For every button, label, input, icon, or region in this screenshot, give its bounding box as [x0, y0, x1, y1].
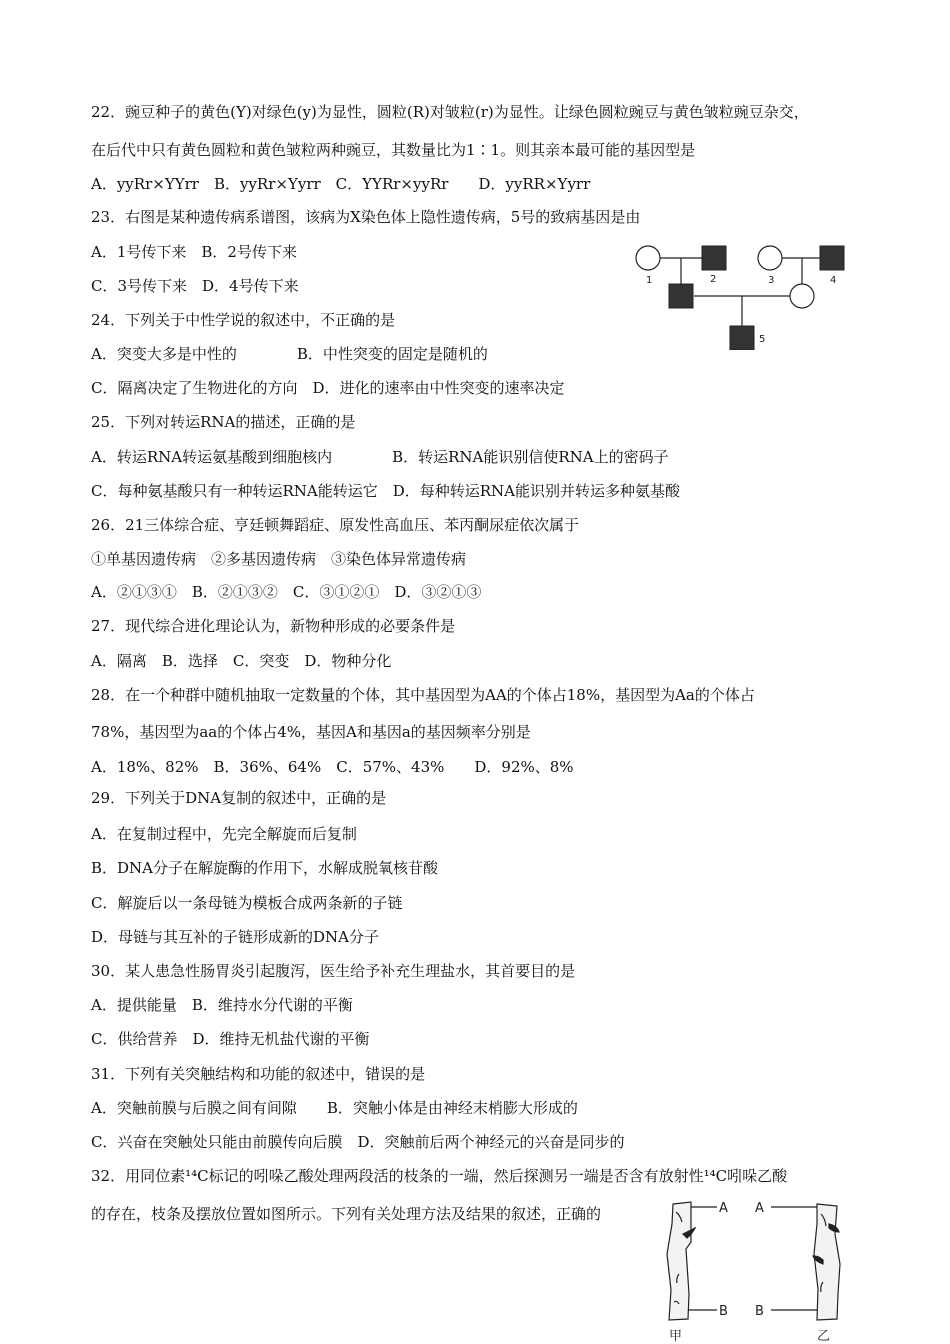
pedigree-individual-2	[702, 246, 726, 270]
text-line: 23．右图是某种遗传病系谱图，该病为X染色体上隐性遗传病，5号的致病基因是由	[91, 208, 641, 226]
text-line: A．提供能量 B．维持水分代谢的平衡	[91, 996, 353, 1014]
pedigree-individual-1	[636, 246, 660, 270]
pedigree-daughter	[790, 284, 814, 308]
branch-right-label-a: A	[755, 1201, 764, 1216]
text-line: 28．在一个种群中随机抽取一定数量的个体，其中基因型为AA的个体占18%，基因型为Aa的个体占	[91, 686, 755, 704]
text-line: 30．某人患急性肠胃炎引起腹泻，医生给予补充生理盐水，其首要目的是	[91, 962, 576, 980]
pedigree-individual-5	[730, 326, 754, 350]
text-line: 32．用同位素¹⁴C标记的吲哚乙酸处理两段活的枝条的一端，然后探测另一端是否含有放射性¹⁴C吲哚乙酸	[91, 1167, 788, 1185]
branch-left-label-b: B	[719, 1304, 728, 1319]
text-line: A．1号传下来 B．2号传下来	[91, 243, 297, 261]
text-line: 22．豌豆种子的黄色(Y)对绿色(y)为显性，圆粒(R)对皱粒(r)为显性。让绿色圆粒豌豆与黄色皱粒豌豆杂交，	[91, 103, 809, 121]
pedigree-label-1: 1	[646, 275, 653, 286]
branch-name-left: 甲	[669, 1329, 683, 1344]
text-line: ①单基因遗传病 ②多基因遗传病 ③染色体异常遗传病	[91, 550, 467, 568]
text-line: 29．下列关于DNA复制的叙述中，正确的是	[91, 789, 387, 807]
text-line: A．在复制过程中，先完全解旋而后复制	[91, 825, 357, 843]
text-line: 的存在，枝条及摆放位置如图所示。下列有关处理方法及结果的叙述，正确的	[91, 1205, 602, 1223]
text-line: 78%，基因型为aa的个体占4%，基因A和基因a的基因频率分别是	[91, 723, 531, 741]
text-line: A．突触前膜与后膜之间有间隙 B．突触小体是由神经末梢膨大形成的	[91, 1099, 578, 1117]
branch-left-label-a: A	[719, 1201, 728, 1216]
pedigree-figure	[628, 238, 853, 350]
text-line: 在后代中只有黄色圆粒和黄色皱粒两种豌豆，其数量比为1∶1。则其亲本最可能的基因型是	[91, 141, 696, 159]
branch-name-right: 乙	[817, 1329, 831, 1344]
text-line: C．隔离决定了生物进化的方向 D．进化的速率由中性突变的速率决定	[91, 379, 565, 397]
branch-figure	[655, 1194, 870, 1344]
text-line: C．兴奋在突触处只能由前膜传向后膜 D．突触前后两个神经元的兴奋是同步的	[91, 1133, 625, 1151]
text-line: 24．下列关于中性学说的叙述中，不正确的是	[91, 311, 396, 329]
text-line: C．解旋后以一条母链为模板合成两条新的子链	[91, 894, 403, 912]
text-line: 31．下列有关突触结构和功能的叙述中，错误的是	[91, 1065, 426, 1083]
text-line: C．供给营养 D．维持无机盐代谢的平衡	[91, 1030, 370, 1048]
pedigree-son	[669, 284, 693, 308]
text-line: A．转运RNA转运氨基酸到细胞核内 B．转运RNA能识别信使RNA上的密码子	[91, 448, 669, 466]
text-line: A．隔离 B．选择 C．突变 D．物种分化	[91, 652, 392, 670]
text-line: A．②①③① B．②①③② C．③①②① D．③②①③	[91, 583, 482, 601]
text-line: B．DNA分子在解旋酶的作用下，水解成脱氧核苷酸	[91, 859, 439, 877]
text-line: 27．现代综合进化理论认为，新物种形成的必要条件是	[91, 617, 456, 635]
text-line: 26．21三体综合症、亨廷顿舞蹈症、原发性高血压、苯丙酮尿症依次属于	[91, 516, 580, 534]
pedigree-label-4: 4	[830, 275, 837, 286]
pedigree-label-2: 2	[710, 274, 717, 285]
pedigree-label-5: 5	[759, 334, 766, 345]
text-line: A．yyRr×YYrr B．yyRr×Yyrr C．YYRr×yyRr D．yyRR×Yyrr	[91, 175, 591, 193]
text-line: A．突变大多是中性的 B．中性突变的固定是随机的	[91, 345, 488, 363]
pedigree-label-3: 3	[768, 275, 775, 286]
text-line: C．每种氨基酸只有一种转运RNA能转运它 D．每种转运RNA能识别并转运多种氨基酸	[91, 482, 681, 500]
text-line: C．3号传下来 D．4号传下来	[91, 277, 299, 295]
pedigree-individual-4	[820, 246, 844, 270]
text-line: D．母链与其互补的子链形成新的DNA分子	[91, 928, 380, 946]
text-line: A．18%、82% B．36%、64% C．57%、43% D．92%、8%	[91, 758, 574, 776]
pedigree-individual-3	[758, 246, 782, 270]
text-line: 25．下列对转运RNA的描述，正确的是	[91, 413, 356, 431]
branch-right-label-b: B	[755, 1304, 764, 1319]
